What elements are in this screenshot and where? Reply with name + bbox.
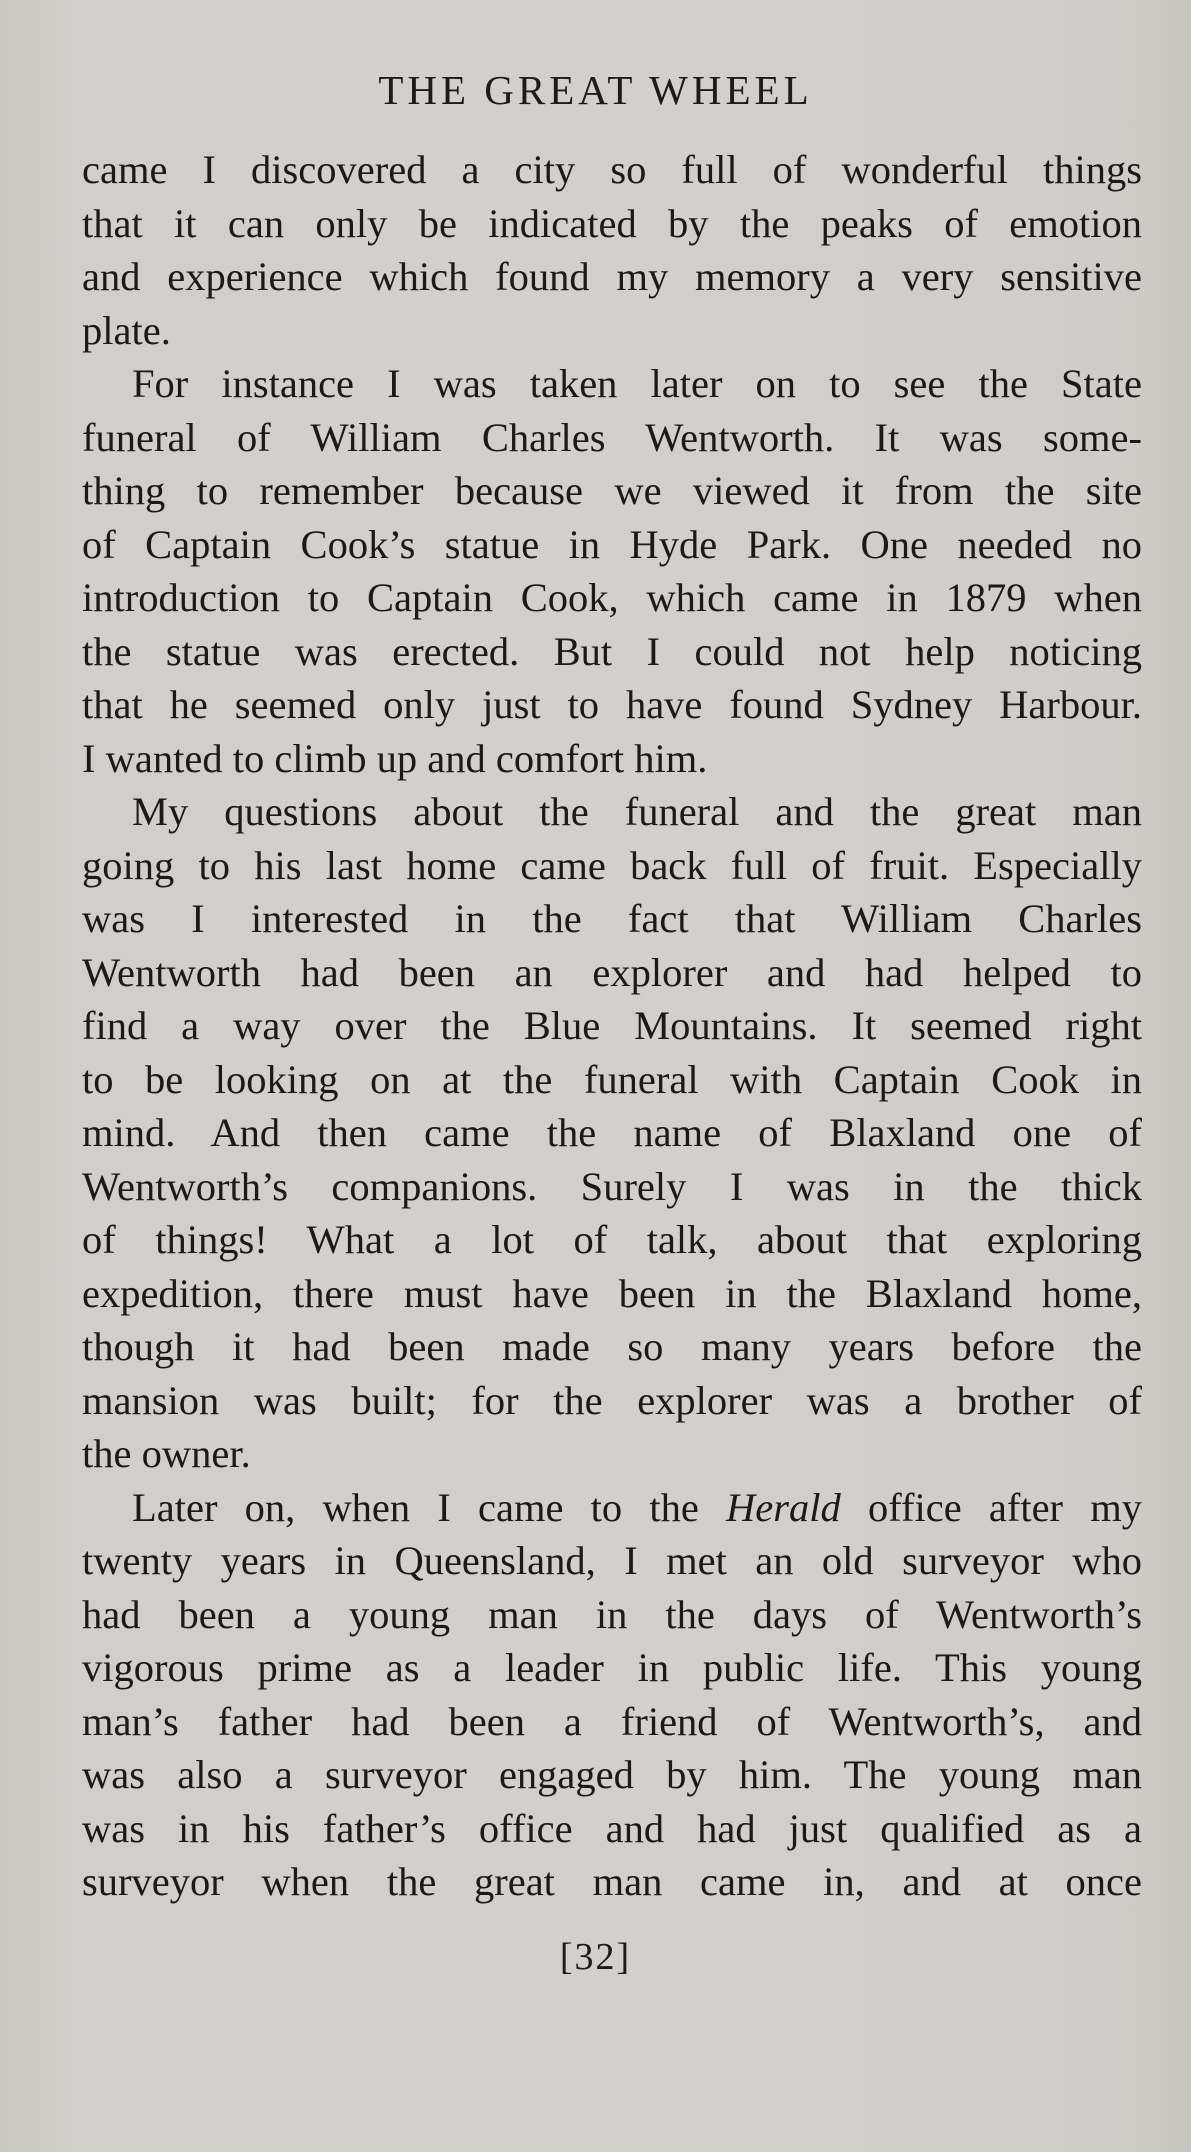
page-number: [32] bbox=[559, 1936, 632, 1978]
text-line: vigorous prime as a leader in public life. This young bbox=[82, 1645, 1142, 1690]
text-line: to be looking on at the funeral with Captain Cook in bbox=[82, 1056, 1142, 1102]
text-line: find a way over the Blue Mountains. It seemed right bbox=[82, 1003, 1142, 1048]
text-line: Wentworth had been an explorer and had helped to bbox=[82, 949, 1142, 995]
text-line: funeral of William Charles Wentworth. It was some- bbox=[82, 414, 1142, 460]
text-line: that he seemed only just to have found Sydney Harbour. bbox=[82, 682, 1142, 727]
text-line: and experience which found my memory a very sensitive bbox=[82, 254, 1142, 299]
text-line: of things! What a lot of talk, about that exploring bbox=[82, 1217, 1142, 1262]
text-line: mansion was built; for the explorer was a brother of bbox=[82, 1377, 1142, 1423]
text-segment: office after my bbox=[840, 1484, 1142, 1530]
text-line: For instance I was taken later on to see the State bbox=[132, 361, 1142, 406]
body-text bbox=[82, 143, 1142, 1909]
text-line: man’s father had been a friend of Wentworth’s, and bbox=[82, 1698, 1142, 1744]
text-line: came I discovered a city so full of wonderful things bbox=[82, 147, 1142, 192]
text-line: Wentworth’s companions. Surely I was in the thick bbox=[82, 1163, 1142, 1209]
running-head: THE GREAT WHEEL bbox=[378, 67, 813, 113]
text-line: that it can only be indicated by the peaks of emotion bbox=[82, 200, 1142, 246]
text-line: was also a surveyor engaged by him. The young man bbox=[82, 1752, 1142, 1797]
text-line: plate. bbox=[82, 307, 171, 353]
text-line: I wanted to climb up and comfort him. bbox=[82, 735, 708, 781]
text-line: thing to remember because we viewed it from the site bbox=[82, 468, 1142, 513]
text-line: of Captain Cook’s statue in Hyde Park. One needed no bbox=[82, 521, 1142, 567]
text-line: though it had been made so many years before the bbox=[82, 1324, 1142, 1369]
text-line: My questions about the funeral and the great man bbox=[132, 789, 1142, 834]
text-line: had been a young man in the days of Wentworth’s bbox=[82, 1591, 1142, 1637]
text-line bbox=[82, 1481, 1142, 1535]
text-line: the statue was erected. But I could not help noticing bbox=[82, 628, 1142, 674]
text-line: going to his last home came back full of fruit. Especially bbox=[82, 842, 1142, 888]
text-line: was I interested in the fact that William Charles bbox=[82, 896, 1142, 941]
text-segment: Later on, when I came to the bbox=[132, 1484, 727, 1530]
text-line: twenty years in Queensland, I met an old surveyor who bbox=[82, 1538, 1142, 1583]
text-line: the owner. bbox=[82, 1431, 251, 1476]
text-line: was in his father’s office and had just qualified as a bbox=[82, 1805, 1142, 1851]
text-line: mind. And then came the name of Blaxland one of bbox=[82, 1110, 1142, 1155]
text-line: surveyor when the great man came in, and at once bbox=[82, 1859, 1142, 1904]
italic-title: Herald bbox=[726, 1484, 841, 1530]
text-line: expedition, there must have been in the Blaxland home, bbox=[82, 1270, 1142, 1316]
text-line: introduction to Captain Cook, which came in 1879 when bbox=[82, 575, 1142, 620]
